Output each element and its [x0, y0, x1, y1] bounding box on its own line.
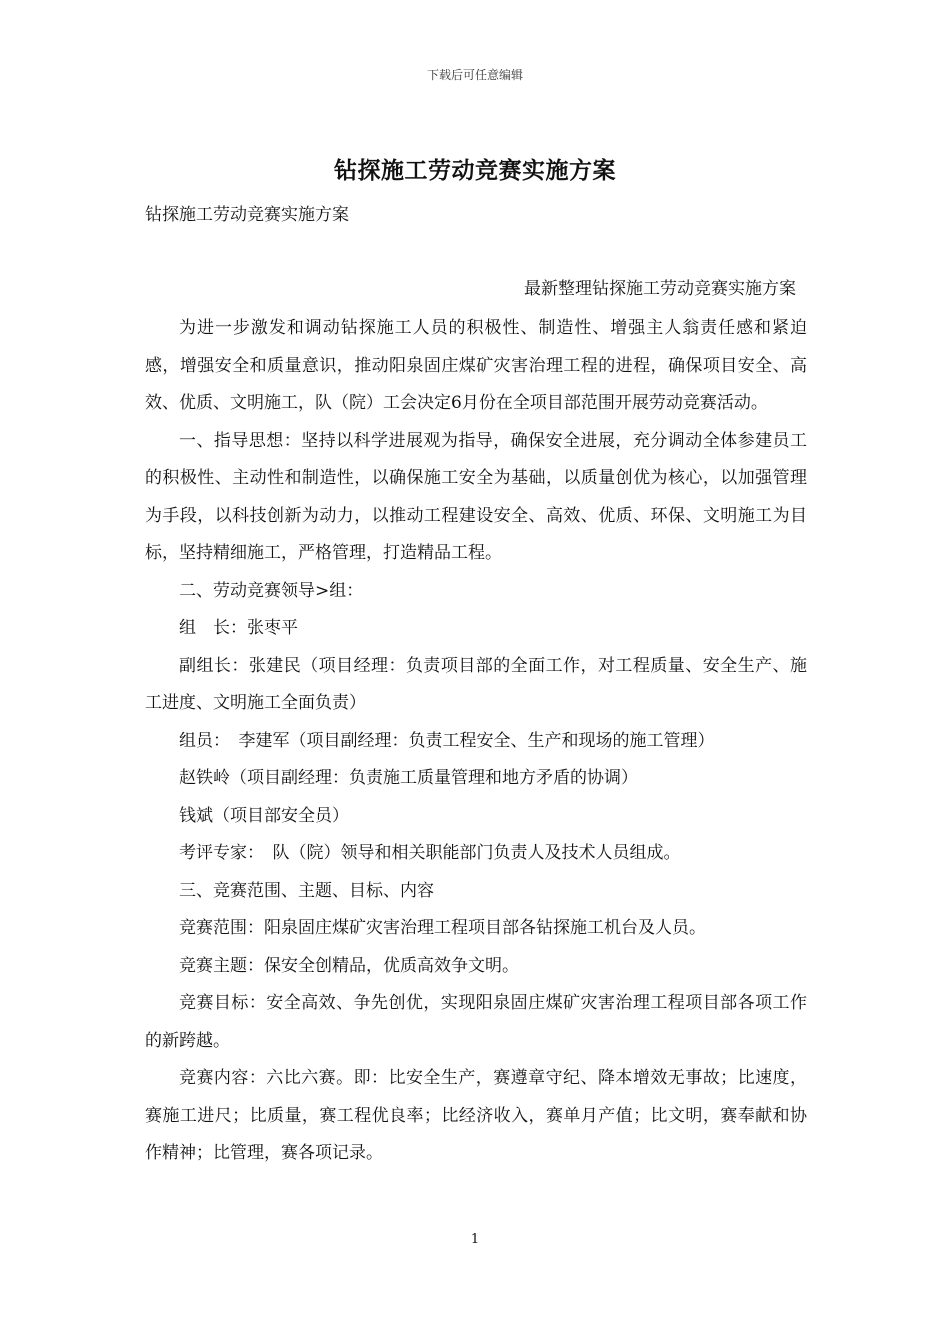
paragraph-member-1: 组员： 李建军（项目副经理：负责工程安全、生产和现场的施工管理）: [179, 730, 715, 751]
page-number: 1: [470, 1232, 480, 1247]
document-subtitle: 钻探施工劳动竞赛实施方案: [145, 205, 349, 225]
document-body: [145, 310, 807, 1173]
paragraph-experts: 考评专家： 队（院）领导和相关职能部门负责人及技术人员组成。: [179, 843, 681, 863]
paragraph-scope-heading: 三、竞赛范围、主题、目标、内容: [179, 880, 434, 901]
paragraph-content: 竞赛内容：六比六赛。即：比安全生产，赛遵章守纪、降本增效无事故；比速度，赛施工进尺；比质量，赛工程优良率；比经济收入，赛单月产值；比文明，赛奉献和协作精神；比管理，赛各项记录。: [145, 1068, 807, 1163]
right-aligned-title: 最新整理钻探施工劳动竞赛实施方案: [524, 279, 796, 299]
paragraph-leadership-heading: 二、劳动竞赛领导>组：: [179, 580, 364, 601]
paragraph-theme: 竞赛主题：保安全创精品，优质高效争文明。: [179, 955, 519, 976]
paragraph-scope: 竞赛范围：阳泉固庄煤矿灾害治理工程项目部各钻探施工机台及人员。: [179, 918, 706, 938]
paragraph-intro: 为进一步激发和调动钻探施工人员的积极性、制造性、增强主人翁责任感和紧迫感，增强安全和质量意识，推动阳泉固庄煤矿灾害治理工程的进程，确保项目安全、高效、优质、文明施工，队（院）工会决定6月份在全项目部范围开展劳动竞赛活动。: [145, 318, 807, 413]
document-title: 钻探施工劳动竞赛实施方案: [334, 157, 616, 184]
paragraph-deputy-leader: 副组长：张建民（项目经理：负责项目部的全面工作，对工程质量、安全生产、施工进度、文明施工全面负责）: [145, 655, 807, 713]
paragraph-guiding-thought: 一、指导思想：坚持以科学进展观为指导，确保安全进展，充分调动全体参建员工的积极性、主动性和制造性，以确保施工安全为基础，以质量创优为核心，以加强管理为手段，以科技创新为动力，以推动工程建设安全、高效、优质、环保、文明施工为目标，坚持精细施工，严格管理，打造精品工程。: [145, 430, 807, 563]
header-note: 下载后可任意编辑: [426, 68, 523, 82]
paragraph-member-2: 赵铁岭（项目副经理：负责施工质量管理和地方矛盾的协调）: [179, 768, 638, 788]
paragraph-member-3: 钱斌（项目部安全员）: [179, 805, 349, 826]
paragraph-group-leader: 组 长：张枣平: [179, 618, 298, 638]
paragraph-goal: 竞赛目标：安全高效、争先创优，实现阳泉固庄煤矿灾害治理工程项目部各项工作的新跨越。: [145, 993, 807, 1051]
